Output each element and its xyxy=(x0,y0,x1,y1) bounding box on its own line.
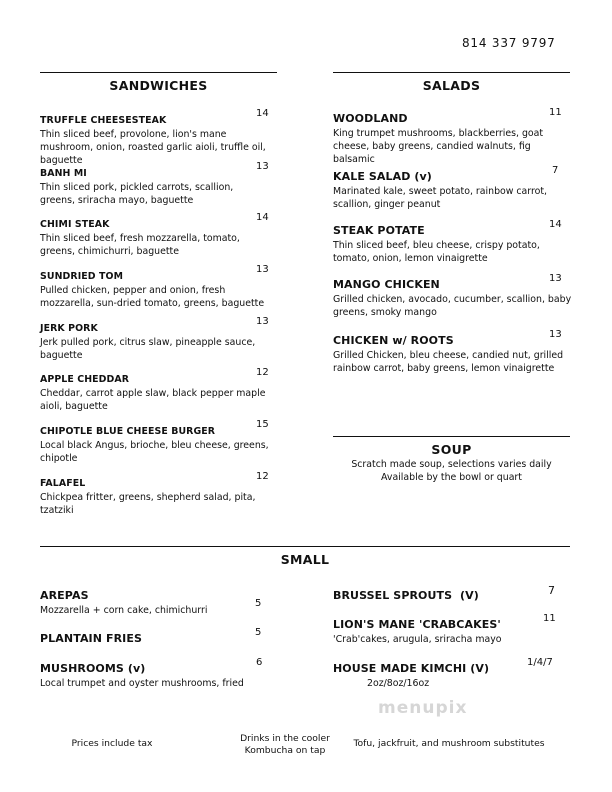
salads-rule xyxy=(333,72,570,73)
item-name: MANGO CHICKEN xyxy=(333,278,440,291)
menu-item xyxy=(40,367,268,414)
item-description: Mozzarella + corn cake, chimichurri xyxy=(40,605,208,616)
item-description: Pulled chicken, pepper and onion, fresh mozzarella, sun-dried tomato, greens, baguette xyxy=(40,285,265,309)
item-price: 5 xyxy=(255,598,262,609)
item-name: CHICKEN w/ ROOTS xyxy=(333,334,454,347)
item-price: 11 xyxy=(543,613,556,624)
phone-number: 814 337 9797 xyxy=(462,36,556,50)
item-description: Chickpea fritter, greens, shepherd salad, pita, tzatziki xyxy=(40,492,256,516)
soup-rule xyxy=(333,436,570,437)
item-price: 1/4/7 xyxy=(527,657,553,668)
menu-item xyxy=(333,657,563,691)
item-name: SUNDRIED TOM xyxy=(40,271,124,282)
menu-item xyxy=(40,627,265,646)
item-name: MUSHROOMS (v) xyxy=(40,662,146,675)
soup-line-1: Scratch made soup, selections varies daily xyxy=(351,459,552,470)
salads-heading: SALADS xyxy=(422,78,481,93)
item-price: 14 xyxy=(256,212,269,223)
item-price: 5 xyxy=(255,627,262,638)
menu-item xyxy=(333,584,563,603)
item-name: CHIMI STEAK xyxy=(40,219,110,230)
menu-item xyxy=(40,264,272,311)
item-price: 14 xyxy=(549,219,562,230)
small-heading: SMALL xyxy=(280,552,330,567)
item-description: Marinated kale, sweet potato, rainbow carrot, scallion, ginger peanut xyxy=(333,186,548,210)
item-name: BANH MI xyxy=(40,168,87,179)
menu-item xyxy=(40,212,270,259)
item-description: Thin sliced beef, bleu cheese, crispy potato, tomato, onion, lemon vinaigrette xyxy=(333,240,540,264)
footer-drinks-note xyxy=(220,733,350,757)
menu-item xyxy=(40,316,270,363)
item-description: 2oz/8oz/16oz xyxy=(367,678,430,689)
item-price: 14 xyxy=(256,108,269,119)
menu-item xyxy=(333,613,563,647)
soup-heading: SOUP xyxy=(431,442,472,457)
item-description: Thin sliced pork, pickled carrots, scallion, greens, sriracha mayo, baguette xyxy=(40,182,234,206)
item-description: King trumpet mushrooms, blackberries, goat cheese, baby greens, candied walnuts, fig balsamic xyxy=(333,128,544,165)
item-price: 13 xyxy=(256,264,269,275)
item-description: Thin sliced beef, fresh mozzarella, tomato, greens, chimichurri, baguette xyxy=(40,233,240,257)
menu-item xyxy=(333,329,573,376)
menu-item xyxy=(333,273,573,320)
item-price: 13 xyxy=(256,161,269,172)
item-description: Cheddar, carrot apple slaw, black pepper maple aioli, baguette xyxy=(40,388,266,412)
footer-drinks-line-2: Kombucha on tap xyxy=(244,745,326,756)
small-rule xyxy=(40,546,570,547)
menu-item xyxy=(40,471,268,518)
item-name: HOUSE MADE KIMCHI (V) xyxy=(333,662,490,675)
item-description: 'Crab'cakes, arugula, sriracha mayo xyxy=(333,634,502,645)
sandwiches-rule xyxy=(40,72,277,73)
menupix-watermark: menupix xyxy=(378,698,468,718)
footer-tax-note: Prices include tax xyxy=(71,738,153,749)
item-name: APPLE CHEDDAR xyxy=(40,374,130,385)
item-price: 7 xyxy=(552,165,559,176)
menu-item xyxy=(40,161,270,208)
item-name: JERK PORK xyxy=(40,323,98,334)
menu-item xyxy=(40,584,265,618)
item-price: 12 xyxy=(256,367,269,378)
item-name: STEAK POTATE xyxy=(333,224,425,237)
item-description: Grilled Chicken, bleu cheese, candied nut, grilled rainbow carrot, baby greens, lemon vinaigrette xyxy=(333,350,564,374)
item-price: 11 xyxy=(549,107,562,118)
item-name: BRUSSEL SPROUTS (V) xyxy=(333,589,479,602)
menu-item xyxy=(333,107,573,166)
item-name: PLANTAIN FRIES xyxy=(40,632,142,645)
item-name: LION'S MANE 'CRABCAKES' xyxy=(333,618,501,631)
menu-item xyxy=(40,419,275,466)
item-price: 15 xyxy=(256,419,269,430)
item-description: Grilled chicken, avocado, cucumber, scallion, baby greens, smoky mango xyxy=(333,294,572,318)
item-price: 6 xyxy=(256,657,263,668)
item-description: Local black Angus, brioche, bleu cheese, greens, chipotle xyxy=(40,440,269,464)
item-price: 7 xyxy=(548,584,555,597)
item-price: 12 xyxy=(256,471,269,482)
item-price: 13 xyxy=(549,273,562,284)
item-description: Local trumpet and oyster mushrooms, fried xyxy=(40,678,244,689)
footer-drinks-line-1: Drinks in the cooler xyxy=(240,733,330,744)
item-name: WOODLAND xyxy=(333,112,408,125)
footer-substitutes-note: Tofu, jackfruit, and mushroom substitutes xyxy=(353,738,545,749)
menu-item xyxy=(40,108,270,167)
soup-line-2: Available by the bowl or quart xyxy=(381,472,522,483)
item-name: CHIPOTLE BLUE CHEESE BURGER xyxy=(40,426,216,437)
item-name: KALE SALAD (v) xyxy=(333,170,432,183)
menu-item xyxy=(40,657,265,691)
item-price: 13 xyxy=(549,329,562,340)
item-name: AREPAS xyxy=(40,589,89,602)
menu-item xyxy=(333,165,561,212)
soup-description xyxy=(333,458,570,484)
item-price: 13 xyxy=(256,316,269,327)
item-name: FALAFEL xyxy=(40,478,86,489)
sandwiches-heading: SANDWICHES xyxy=(109,78,208,93)
item-description: Thin sliced beef, provolone, lion's mane mushroom, onion, roasted garlic aioli, truffle oil, baguette xyxy=(40,129,266,166)
item-description: Jerk pulled pork, citrus slaw, pineapple sauce, baguette xyxy=(40,337,256,361)
item-name: TRUFFLE CHEESESTEAK xyxy=(40,115,167,126)
menu-item xyxy=(333,219,573,266)
